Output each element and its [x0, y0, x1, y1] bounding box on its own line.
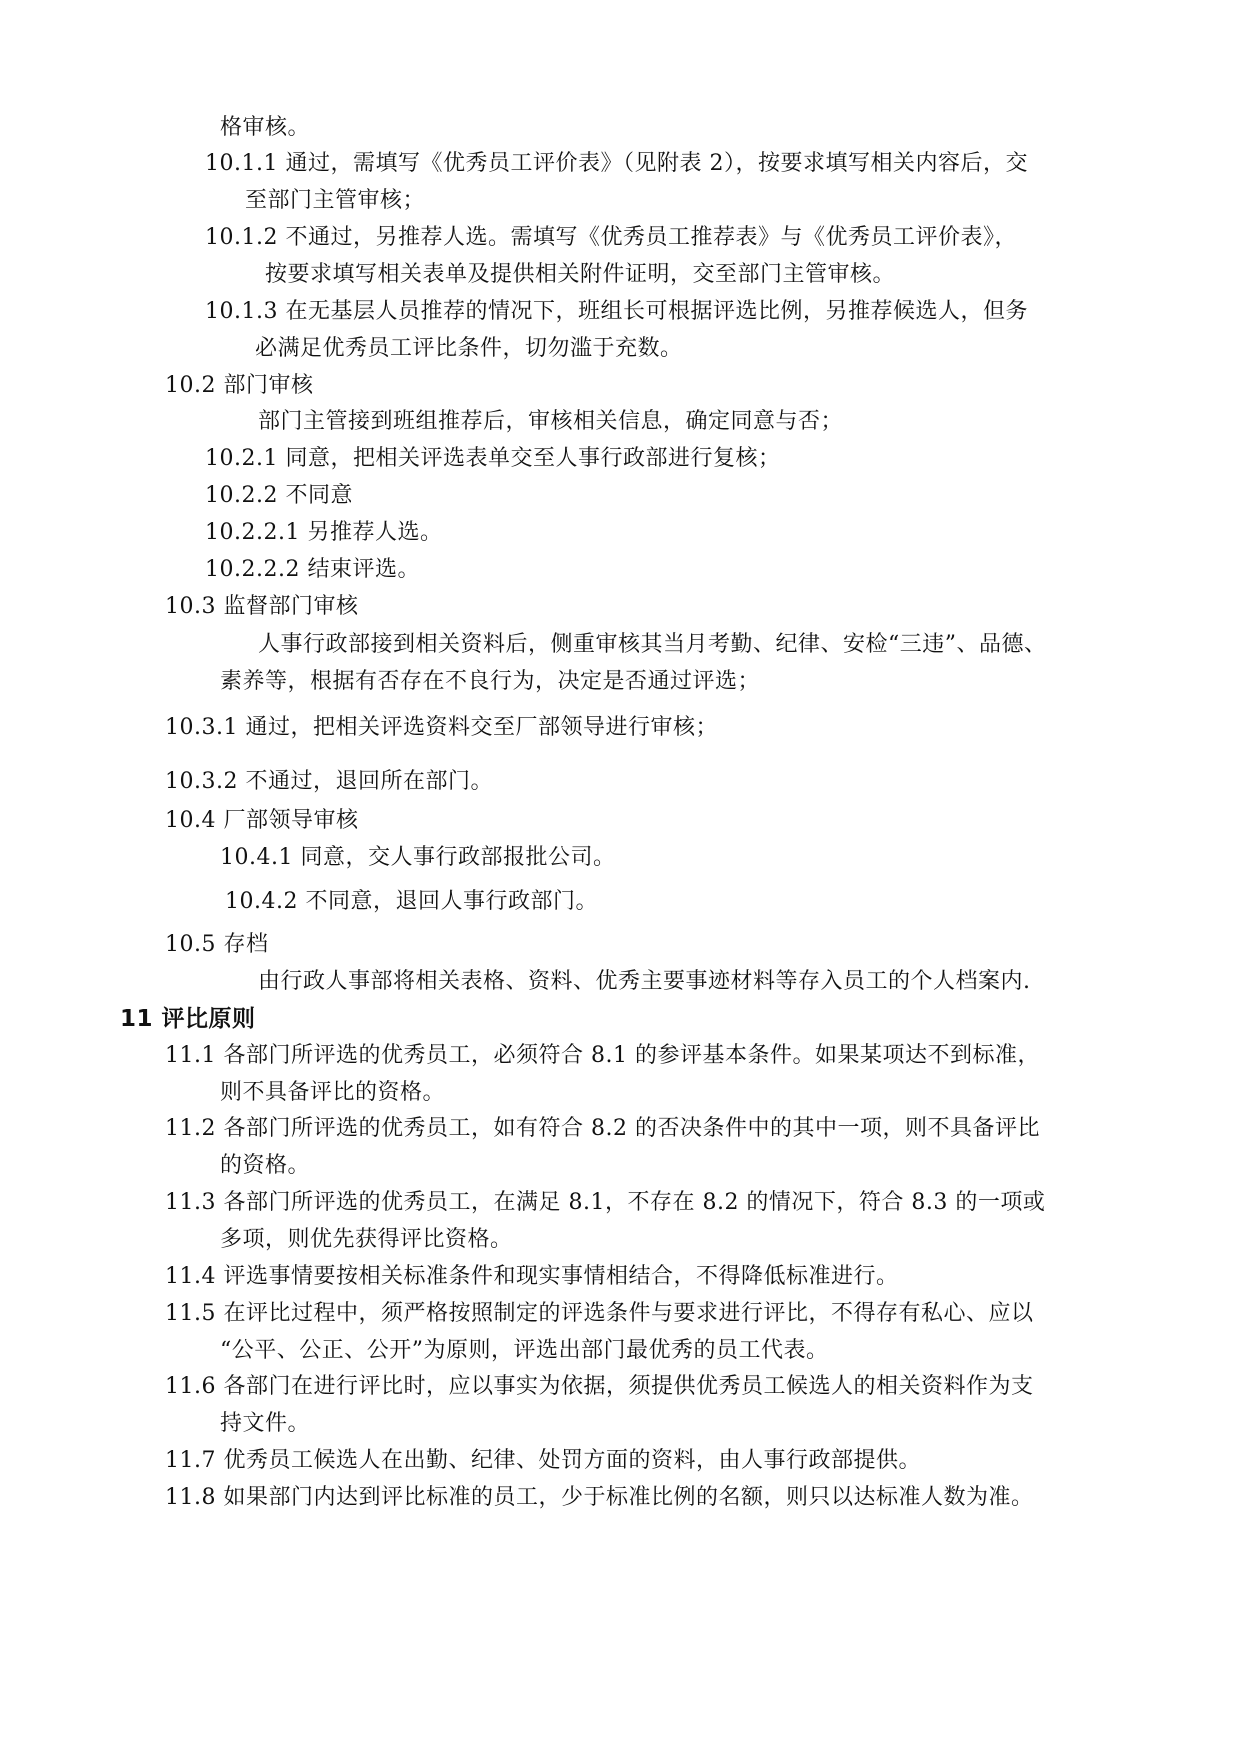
text-line: 的资格。 [220, 1153, 311, 1178]
text-line: 格审核。 [220, 115, 311, 140]
text-line: 10.2.2.2 结束评选。 [205, 557, 420, 582]
text-line: 部门主管接到班组推荐后，审核相关信息，确定同意与否； [258, 409, 844, 434]
text-line: 10.2.2 不同意 [205, 483, 353, 508]
text-line: 10.3.1 通过，把相关评选资料交至厂部领导进行审核； [165, 715, 718, 740]
text-line: 由行政人事部将相关表格、资料、优秀主要事迹材料等存入员工的个人档案内. [258, 969, 1031, 994]
section-heading: 10.2 部门审核 [165, 373, 314, 398]
text-line: 10.2.2.1 另推荐人选。 [205, 520, 443, 545]
text-line: 10.4.2 不同意，退回人事行政部门。 [225, 889, 598, 914]
text-line: 11.8 如果部门内达到评比标准的员工，少于标准比例的名额，则只以达标准人数为准。 [165, 1485, 1034, 1510]
text-line: 10.1.2 不通过，另推荐人选。需填写《优秀员工推荐表》与《优秀员工评价表》， [205, 225, 1017, 250]
text-line: 11.7 优秀员工候选人在出勤、纪律、处罚方面的资料，由人事行政部提供。 [165, 1448, 921, 1473]
text-line: 10.3.2 不通过，退回所在部门。 [165, 769, 493, 794]
text-line: 11.6 各部门在进行评比时，应以事实为依据，须提供优秀员工候选人的相关资料作为支 [165, 1374, 1034, 1399]
text-line: 按要求填写相关表单及提供相关附件证明，交至部门主管审核。 [265, 262, 896, 287]
text-line: 10.2.1 同意，把相关评选表单交至人事行政部进行复核； [205, 446, 781, 471]
text-line: 必满足优秀员工评比条件，切勿滥于充数。 [255, 336, 683, 361]
text-line: 人事行政部接到相关资料后，侧重审核其当月考勤、纪律、安检“三违”、品德、 [258, 632, 1047, 657]
text-line: 10.1.1 通过，需填写《优秀员工评价表》（见附表 2），按要求填写相关内容后，交 [205, 151, 1028, 176]
text-line: 10.4.1 同意，交人事行政部报批公司。 [220, 845, 616, 870]
text-line: 多项，则优先获得评比资格。 [220, 1227, 513, 1252]
text-line: 11.1 各部门所评选的优秀员工，必须符合 8.1 的参评基本条件。如果某项达不到标准， [165, 1043, 1040, 1068]
text-line: “公平、公正、公开”为原则，评选出部门最优秀的员工代表。 [220, 1338, 829, 1363]
section-heading: 10.4 厂部领导审核 [165, 808, 359, 833]
chapter-heading: 11 评比原则 [120, 1006, 256, 1032]
text-line: 11.4 评选事情要按相关标准条件和现实事情相结合，不得降低标准进行。 [165, 1264, 899, 1289]
text-line: 11.5 在评比过程中，须严格按照制定的评选条件与要求进行评比，不得存有私心、应以 [165, 1301, 1034, 1326]
text-line: 10.1.3 在无基层人员推荐的情况下，班组长可根据评选比例，另推荐候选人，但务 [205, 299, 1028, 324]
text-line: 至部门主管审核； [245, 188, 426, 213]
section-heading: 10.3 监督部门审核 [165, 594, 359, 619]
text-line: 则不具备评比的资格。 [220, 1080, 446, 1105]
section-heading: 10.5 存档 [165, 932, 269, 957]
text-line: 素养等，根据有否存在不良行为，决定是否通过评选； [220, 669, 761, 694]
text-line: 11.3 各部门所评选的优秀员工，在满足 8.1，不存在 8.2 的情况下，符合 8.3 的一项或 [165, 1190, 1046, 1215]
text-line: 持文件。 [220, 1411, 311, 1436]
text-line: 11.2 各部门所评选的优秀员工，如有符合 8.2 的否决条件中的其中一项，则不具备评比 [165, 1116, 1040, 1141]
